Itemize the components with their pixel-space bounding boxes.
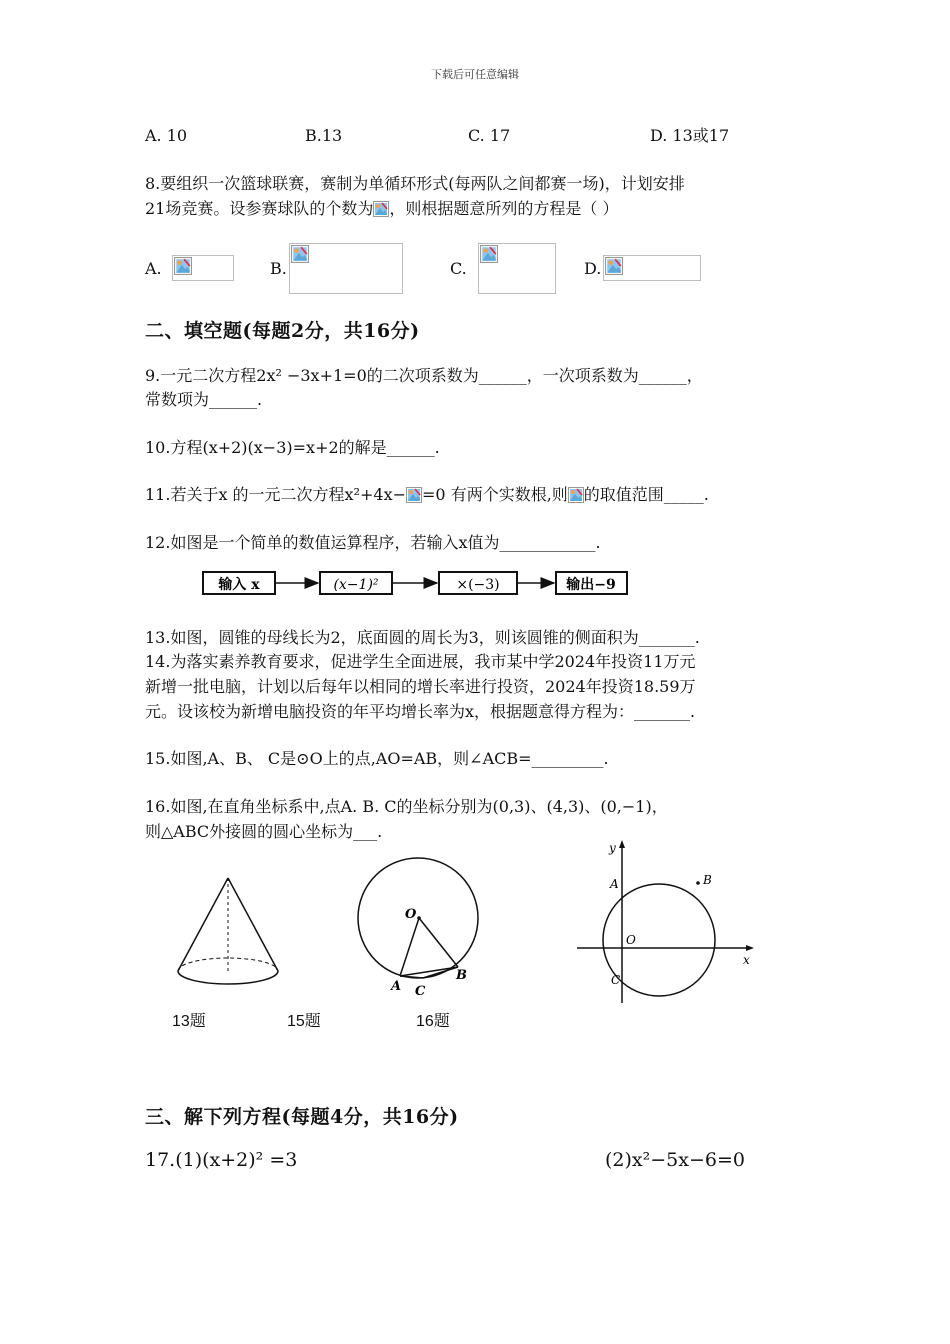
q8-option-d-image (603, 255, 701, 281)
broken-image-icon (480, 245, 496, 261)
q8-line2 (145, 197, 618, 221)
broken-image-icon (605, 257, 621, 273)
q8-option-c-label: C. (450, 259, 467, 278)
broken-image-icon (373, 201, 389, 217)
broken-image-icon (568, 487, 584, 503)
coordinate-figure-16 (575, 838, 760, 1008)
flow-box1-text: 输入 x (218, 577, 260, 593)
label-O: O (405, 907, 417, 922)
page-header: 下载后可任意编辑 (431, 68, 519, 81)
broken-image-icon (406, 487, 422, 503)
label-C: C (611, 973, 621, 987)
q8-line2-pre: 21场竞赛。设参赛球队的个数为 (145, 199, 374, 218)
q14-line3: 元。设该校为新增电脑投资的年平均增长率为x，根据题意得方程为：_______. (145, 702, 696, 721)
section-2-title: 二、填空题(每题2分，共16分) (145, 320, 420, 342)
q7-option-b: B.13 (305, 126, 343, 145)
flow-box2-text: (x−1)² (333, 577, 379, 593)
broken-image-icon (174, 257, 190, 273)
q8-line2-post: ，则根据题意所列的方程是（ ） (389, 199, 619, 218)
q11-post: 的取值范围_____. (583, 485, 709, 504)
q15-text: 15.如图,A、B、 C是⊙O上的点,AO=AB，则∠ACB=_________. (145, 749, 609, 768)
q8-option-a-label: A. (145, 259, 162, 278)
q11-mid: =0 有两个实数根,则 (422, 485, 568, 504)
q10-text: 10.方程(x+2)(x−3)=x+2的解是______. (145, 438, 440, 457)
q7-option-c: C. 17 (468, 126, 511, 145)
label-C: C (415, 984, 426, 999)
section-3-title: 三、解下列方程(每题4分，共16分) (145, 1106, 459, 1128)
label-B: B (456, 968, 467, 983)
q12-text: 12.如图是一个简单的数值运算程序，若输入x值为____________. (145, 533, 601, 552)
label-O: O (626, 933, 636, 947)
q11-pre: 11.若关于x 的一元二次方程x²+4x− (145, 485, 407, 504)
q8-option-d-label: D. (584, 259, 602, 278)
circle-figure-15 (355, 852, 485, 1002)
q13-text: 13.如图，圆锥的母线长为2，底面圆的周长为3，则该圆锥的侧面积为_______. (145, 628, 700, 647)
label-B: B (703, 873, 712, 887)
axis-label-x: x (743, 953, 750, 967)
q8-option-b-label: B. (270, 259, 287, 278)
label-A: A (610, 877, 619, 891)
q8-line1: 8.要组织一次篮球联赛，赛制为单循环形式(每两队之间都赛一场)，计划安排 (145, 174, 685, 193)
caption-15: 15题 (287, 1013, 321, 1030)
q17-part1: 17.(1)(x+2)² =3 (145, 1149, 298, 1171)
caption-16: 16题 (416, 1013, 450, 1030)
label-A: A (391, 979, 402, 994)
flow-diagram (200, 568, 630, 600)
q8-option-a-image (172, 255, 234, 281)
q7-option-d: D. 13或17 (650, 126, 730, 145)
q8-option-c-image (478, 243, 556, 294)
axis-label-y: y (609, 841, 616, 855)
q14-line2: 新增一批电脑，计划以后每年以相同的增长率进行投资，2024年投资18.59万 (145, 677, 696, 696)
cone-figure (170, 872, 290, 1002)
q9-line1: 9.一元二次方程2x² −3x+1=0的二次项系数为______，一次项系数为______， (145, 366, 703, 385)
q16-line2: 则△ABC外接圆的圆心坐标为___. (145, 822, 383, 841)
flow-box3-text: ×(−3) (456, 577, 500, 593)
q14-line1: 14.为落实素养教育要求，促进学生全面进展，我市某中学2024年投资11万元 (145, 652, 696, 671)
q7-option-a: A. 10 (145, 126, 188, 145)
q11-text (145, 483, 709, 507)
caption-13: 13题 (172, 1013, 206, 1030)
flow-box4-text: 输出−9 (566, 577, 616, 593)
q8-option-b-image (289, 243, 403, 294)
q16-line1: 16.如图,在直角坐标系中,点A. B. C的坐标分别为(0,3)、(4,3)、(0,−1)， (145, 797, 668, 816)
q9-line2: 常数项为______. (145, 390, 263, 409)
q17-part2: (2)x²−5x−6=0 (605, 1149, 745, 1171)
broken-image-icon (291, 245, 307, 261)
